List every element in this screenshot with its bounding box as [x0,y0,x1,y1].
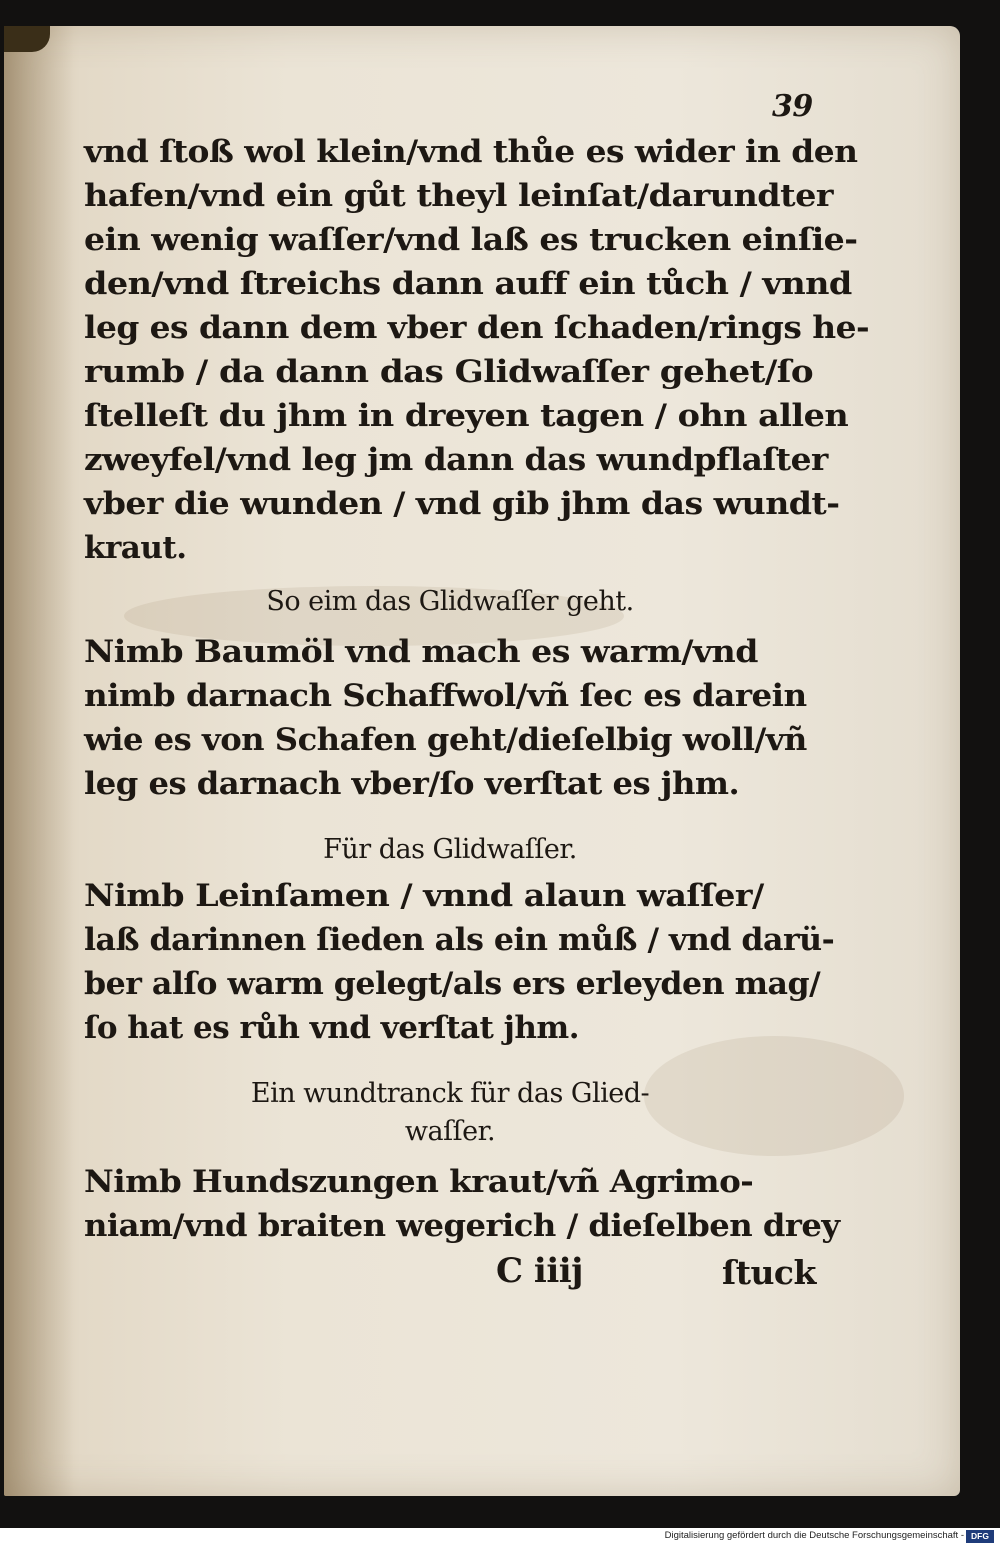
text-line: ſtelleſt du jhm in dreyen tagen / ohn allen [84,398,849,434]
folio-number: 39 [772,89,813,124]
text-line: ſo hat es růh vnd verſtat jhm. [84,1010,580,1046]
text-line: nimb darnach Schaffwol/vñ ſec es darein [84,678,807,714]
dfg-logo: DFG [966,1530,994,1543]
text-line: laß darinnen ſieden als ein můß / vnd darü- [84,922,835,958]
section-heading: Ein wundtranck für das Glied- [250,1078,650,1109]
text-line: rumb / da dann das Glidwaſſer gehet/ſo [84,354,814,390]
text-line: vber die wunden / vnd gib jhm das wundt- [84,486,840,522]
catchword: ſtuck [722,1253,816,1292]
text-line: zweyfel/vnd leg jm dann das wundpflaſter [84,442,828,478]
text-line: vnd ſtoß wol klein/vnd thůe es wider in den [84,134,858,170]
text-line: Nimb Baumöl vnd mach es warm/vnd [84,634,758,670]
text-line: ber alſo warm gelegt/als ers erleyden mag/ [84,966,821,1002]
text-line: kraut. [84,530,187,566]
text-line: leg es dann dem vber den ſchaden/rings he- [84,310,870,346]
text-line: Nimb Hundszungen kraut/vñ Agrimo- [84,1164,754,1200]
section-heading-continued: waſſer. [404,1116,496,1147]
text-line: hafen/vnd ein gůt theyl leinſat/darundter [84,178,833,214]
text-line: den/vnd ſtreichs dann auff ein tůch / vnnd [84,266,852,302]
signature-mark: C iiij [496,1251,583,1291]
corner-mark [4,26,50,52]
text-line: leg es darnach vber/ſo verſtat es jhm. [84,766,740,802]
text-line: ein wenig waſſer/vnd laß es trucken einſie- [84,222,858,258]
gutter-shadow [4,26,74,1496]
digitization-credit: Digitalisierung gefördert durch die Deutsche Forschungsgemeinschaft - [664,1530,964,1541]
section-heading: Für das Glidwaſſer. [323,834,577,865]
text-line: Nimb Leinſamen / vnnd alaun waſſer/ [84,878,764,914]
section-heading: So eim das Glidwaſſer geht. [266,586,634,617]
text-line: wie es von Schafen geht/dieſelbig woll/vñ [84,722,807,758]
text-line: niam/vnd braiten wegerich / dieſelben drey [84,1208,840,1244]
